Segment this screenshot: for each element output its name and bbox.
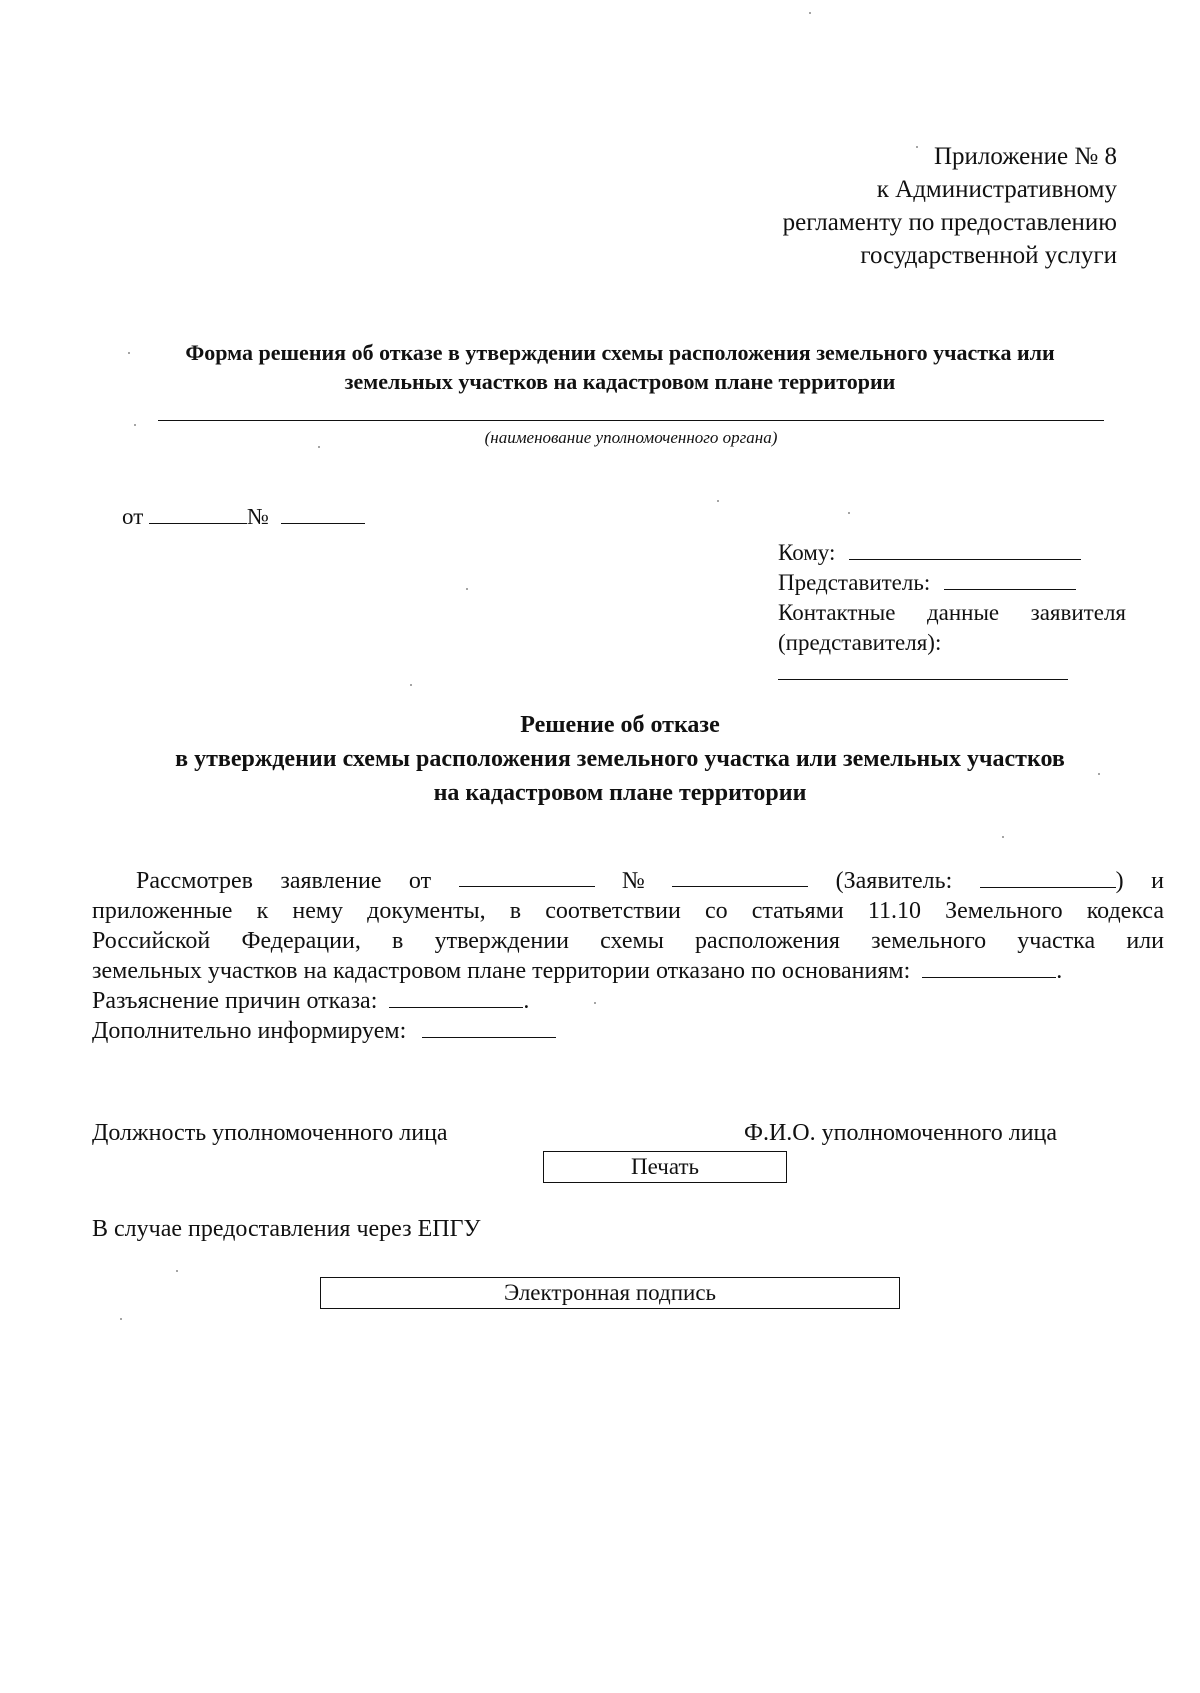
organization-name-line: [158, 420, 1104, 421]
additional-info-blank: [422, 1017, 556, 1038]
contacts-label-word: заявителя: [1030, 600, 1126, 625]
scan-speck: [1098, 773, 1100, 775]
body-word: Рассмотрев: [136, 868, 253, 894]
contacts-label-word: данные: [926, 600, 1000, 625]
decision-title-line: Решение об отказе: [520, 712, 720, 738]
scan-speck: [134, 424, 136, 426]
official-name-label: Ф.И.О. уполномоченного лица: [744, 1120, 1058, 1146]
contacts-label-word: Контактные: [778, 600, 896, 625]
date-blank: [149, 503, 247, 524]
body-line: Разъяснение причин отказа:: [92, 988, 378, 1014]
scan-speck: [1002, 836, 1004, 838]
reasons-blank: [389, 987, 523, 1008]
body-line: приложенные к нему документы, в соответствии со статьями 11.10 Земельного кодекса: [92, 898, 1164, 924]
date-number-line: [122, 503, 365, 530]
body-line: Дополнительно информируем:: [92, 1018, 407, 1044]
application-date-blank: [459, 866, 595, 887]
stamp-label: Печать: [631, 1154, 699, 1179]
decision-body: Рассмотрев заявление от № (Заявитель: ) и приложенные к нему документы, в соответствии со статьями 11.10 Земельного кодекса Российской Федерации, в утверждении схемы расположения земельного участка или земельных участков на кадастровом плане территории отказано по основаниям: . Разъяснение причин отказа: . Дополнительно информируем:: [92, 868, 1164, 1044]
number-blank: [281, 503, 365, 524]
addressee-block: [778, 538, 1126, 688]
scan-speck: [410, 684, 412, 686]
body-line: Российской Федерации, в утверждении схемы расположения земельного участка или: [92, 928, 1164, 954]
body-word: №: [621, 868, 645, 894]
decision-title-line: на кадастровом плане территории: [433, 780, 807, 806]
annex-line: государственной услуги: [860, 242, 1117, 269]
contacts-label-line2: (представителя):: [778, 630, 942, 655]
body-line: земельных участков на кадастровом плане территории отказано по основаниям:: [92, 958, 911, 984]
to-blank: [849, 539, 1081, 560]
annex-line: Приложение № 8: [933, 143, 1117, 170]
representative-blank: [944, 569, 1076, 590]
body-word: ): [1115, 868, 1124, 894]
representative-label: Представитель:: [778, 570, 931, 595]
scan-speck: [120, 1318, 122, 1320]
stamp-box: [543, 1151, 787, 1183]
from-label: от: [122, 504, 144, 529]
scan-speck: [717, 500, 719, 502]
form-title-line: земельных участков на кадастровом плане территории: [344, 369, 896, 394]
scan-speck: [176, 1270, 178, 1272]
to-label: Кому:: [778, 540, 836, 565]
body-word: заявление: [280, 868, 382, 894]
body-word: и: [1151, 868, 1164, 894]
electronic-signature-label: Электронная подпись: [503, 1280, 717, 1305]
scan-speck: [809, 12, 811, 14]
epgu-note: В случае предоставления через ЕПГУ: [92, 1216, 481, 1242]
form-title-line: Форма решения об отказе в утверждении схемы расположения земельного участка или: [185, 340, 1055, 365]
annex-line: регламенту по предоставлению: [782, 209, 1117, 236]
scan-speck: [466, 588, 468, 590]
scan-speck: [318, 446, 320, 448]
official-position-label: Должность уполномоченного лица: [92, 1120, 448, 1146]
grounds-blank: [922, 957, 1056, 978]
electronic-signature-box: [320, 1277, 900, 1309]
form-title: [130, 338, 1110, 396]
body-word: (Заявитель:: [835, 868, 953, 894]
applicant-blank: [980, 867, 1116, 888]
annex-header: [783, 140, 1117, 272]
body-word: от: [408, 868, 432, 894]
contacts-blank: [778, 659, 1068, 680]
annex-line: к Административному: [876, 176, 1117, 203]
scan-speck: [848, 512, 850, 514]
scan-speck: [128, 352, 130, 354]
number-label: №: [247, 504, 269, 529]
decision-title: [80, 708, 1160, 810]
decision-title-line: в утверждении схемы расположения земельного участка или земельных участков: [175, 746, 1065, 772]
scan-speck: [594, 1002, 596, 1004]
organization-name-caption: (наименование уполномоченного органа): [484, 428, 778, 447]
application-number-blank: [672, 866, 808, 887]
scan-speck: [916, 146, 918, 148]
